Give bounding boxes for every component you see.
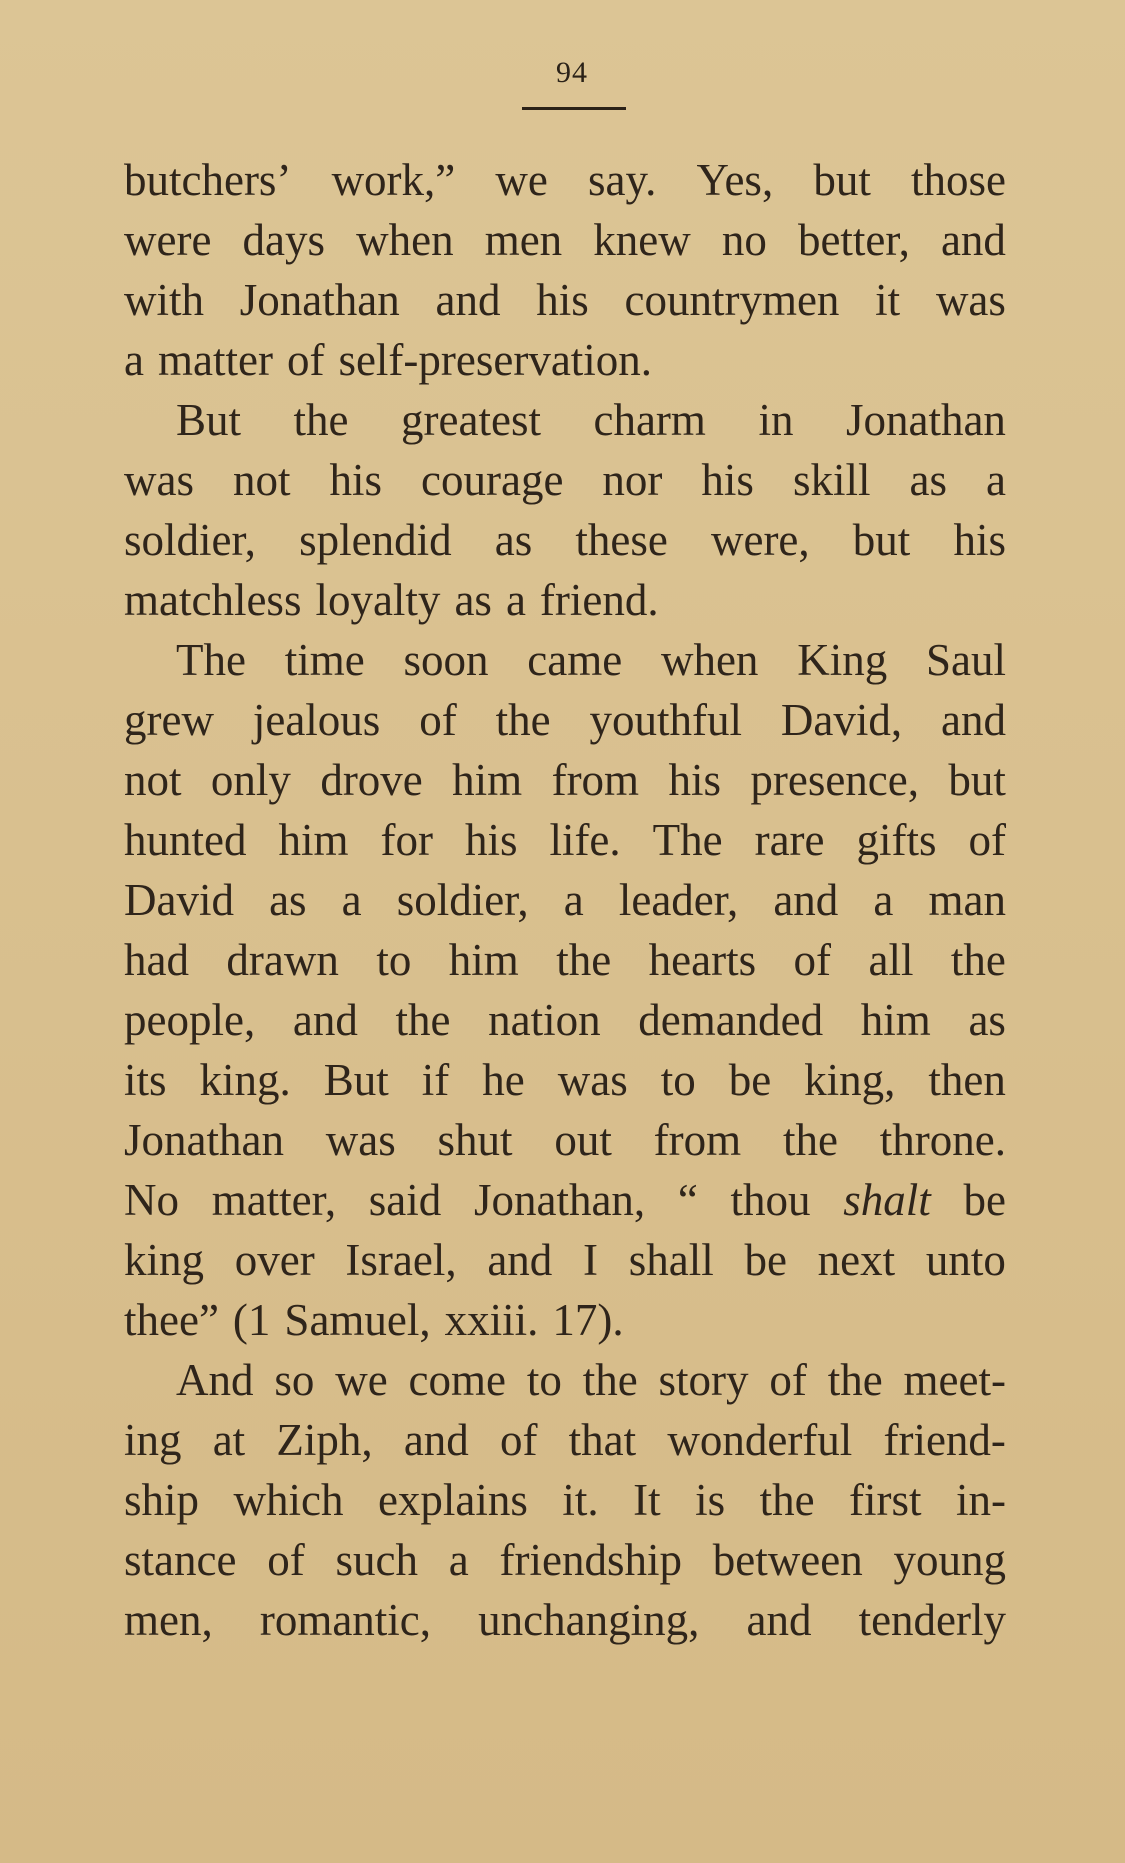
text-word: from [551,755,640,805]
text-word: it [875,275,901,325]
text-word: for [380,815,433,865]
text-word: of [499,1415,538,1465]
text-word: when [660,635,759,685]
text-word: tenderly [858,1595,1006,1645]
text-word: But [323,1055,389,1105]
text-word: leader, [618,875,739,925]
text-word: was [557,1055,628,1105]
text-word: in [758,395,794,445]
text-word: Jonathan, [473,1175,646,1225]
text-word: work,” [331,155,456,205]
text-word: No [124,1175,179,1225]
text-word: a [124,335,144,385]
page-number: 94 [556,56,588,89]
text-word: then [928,1055,1006,1105]
text-word: thou [730,1175,811,1225]
text-word: the [950,935,1006,985]
text-word: days [242,215,326,265]
text-word: and [435,275,501,325]
text-line [124,1290,1006,1350]
text-word: and [487,1235,553,1285]
text-line [124,1050,1006,1110]
text-word: it. [562,1475,599,1525]
text-word: greatest [401,395,541,445]
text-line [124,870,1006,930]
text-word: nor [602,455,663,505]
text-line [124,1110,1006,1170]
text-word: a [341,875,362,925]
text-word: the [827,1355,883,1405]
text-word: friendship [499,1535,683,1585]
text-word: of [968,815,1006,865]
text-word: It [633,1475,661,1525]
text-word: all [868,935,914,985]
text-word: he [482,1055,525,1105]
text-word: come [408,1355,506,1405]
text-word: soldier, [124,515,256,565]
body-text [124,150,1006,1650]
text-word: story [658,1355,749,1405]
text-word: a [873,875,894,925]
text-word: these [575,515,668,565]
text-word: The [176,635,246,685]
text-word: we [335,1355,388,1405]
text-word: as [494,515,533,565]
text-word: self-preservation. [338,335,653,385]
text-word: of [419,695,457,745]
text-word: out [554,1115,612,1165]
text-word: be [744,1235,787,1285]
text-line [124,450,1006,510]
text-word: his [701,455,754,505]
text-word: a [985,455,1006,505]
text-word: him [452,755,523,805]
text-word: hunted [124,815,247,865]
text-word: his [668,755,721,805]
text-word: the [782,1115,838,1165]
text-word: said [368,1175,442,1225]
text-line [124,270,1006,330]
text-word: friend- [883,1415,1006,1465]
text-line [124,330,1006,390]
text-word: demanded [638,995,824,1045]
text-word: Jonathan [124,1115,284,1165]
text-word: 17). [552,1295,624,1345]
text-line [124,1230,1006,1290]
text-word: in- [955,1475,1006,1525]
text-word: (1 [232,1295,271,1345]
text-word: David, [780,695,903,745]
text-word: to [376,935,412,985]
text-word: as [454,575,492,625]
text-word: Yes, [696,155,774,205]
text-word: the [293,395,349,445]
text-word: men, [124,1595,213,1645]
text-word: only [210,755,291,805]
text-word: people, [124,995,256,1045]
text-word: matter, [211,1175,337,1225]
text-word: his [464,815,518,865]
text-line [124,1410,1006,1470]
text-word: shalt [843,1175,931,1225]
text-word: rare [754,815,825,865]
text-word: be [963,1175,1006,1225]
text-word: matter [157,335,273,385]
text-word: Israel, [345,1235,457,1285]
text-word: throne. [879,1115,1006,1165]
text-word: Jonathan [239,275,400,325]
text-word: of [793,935,832,985]
text-word: not [232,455,291,505]
text-word: hearts [648,935,757,985]
text-word: soldier, [396,875,529,925]
text-word: David [124,875,234,925]
text-word: not [124,755,182,805]
text-word: from [653,1115,742,1165]
text-word: knew [593,215,691,265]
text-word: meet- [903,1355,1006,1405]
text-word: drawn [226,935,339,985]
text-word: of [267,1535,305,1585]
text-word: men [484,215,563,265]
text-word: Saul [925,635,1006,685]
text-word: and [403,1415,469,1465]
text-word: if [421,1055,450,1105]
text-word: its [124,1055,167,1105]
text-word: so [274,1355,315,1405]
text-line [124,390,1006,450]
text-word: presence, [750,755,919,805]
text-word: next [817,1235,896,1285]
text-word: which [233,1475,344,1525]
text-word: no [721,215,767,265]
text-word: the [582,1355,638,1405]
text-word: The [652,815,723,865]
text-word: butchers’ [124,155,292,205]
text-word: and [941,695,1006,745]
text-word: was [935,275,1006,325]
text-word: the [556,935,612,985]
text-word: unchanging, [478,1595,700,1645]
text-word: and [773,875,839,925]
text-word: wonderful [667,1415,853,1465]
text-word: friend. [539,575,659,625]
text-line [124,510,1006,570]
text-word: him [278,815,349,865]
text-word: and [940,215,1006,265]
text-word: that [568,1415,637,1465]
text-word: to [526,1355,562,1405]
text-word: be [728,1055,772,1105]
text-word: Samuel, [284,1295,431,1345]
text-word: Jonathan [845,395,1006,445]
text-word: jealous [252,695,381,745]
text-word: unto [925,1235,1006,1285]
text-word: man [928,875,1006,925]
text-word: first [849,1475,922,1525]
text-word: shall [628,1235,714,1285]
text-word: to [660,1055,696,1105]
page-number-rule [522,107,626,110]
text-word: shut [437,1115,513,1165]
text-word: skill [792,455,871,505]
text-word: soon [403,635,489,685]
text-word: were, [710,515,810,565]
text-word: gifts [856,815,937,865]
text-word: drove [320,755,423,805]
text-word: his [329,455,383,505]
text-line [124,150,1006,210]
text-word: him [860,995,931,1045]
text-word: as [968,995,1006,1045]
text-line [124,570,1006,630]
text-word: was [325,1115,396,1165]
text-word: charm [593,395,706,445]
text-word: over [234,1235,315,1285]
text-word: his [953,515,1006,565]
text-word: romantic, [259,1595,432,1645]
text-word: his [536,275,589,325]
text-word: and [292,995,358,1045]
text-line [124,930,1006,990]
text-word: the [395,995,451,1045]
text-word: of [286,335,325,385]
text-word: splendid [299,515,452,565]
text-word: a [505,575,526,625]
text-word: I [583,1235,599,1285]
text-word: stance [124,1535,237,1585]
text-word: loyalty [315,575,441,625]
text-line [124,1350,1006,1410]
text-word: such [335,1535,418,1585]
text-word: at [212,1415,246,1465]
text-word: a [448,1535,469,1585]
text-word: is [695,1475,726,1525]
text-word: was [124,455,194,505]
text-word: king. [199,1055,291,1105]
text-word: “ [677,1175,698,1225]
text-word: those [910,155,1006,205]
text-word: ship [124,1475,200,1525]
text-word: had [124,935,189,985]
text-word: as [909,455,947,505]
text-word: the [759,1475,815,1525]
text-line [124,1530,1006,1590]
text-word: the [495,695,551,745]
text-word: say. [588,155,657,205]
text-word: explains [377,1475,528,1525]
text-line [124,690,1006,750]
text-word: and [746,1595,812,1645]
text-word: but [852,515,911,565]
text-word: time [284,635,365,685]
text-word: matchless [124,575,302,625]
text-word: when [356,215,454,265]
text-word: King [797,635,888,685]
text-word: of [769,1355,807,1405]
text-word: life. [549,815,621,865]
text-word: grew [124,695,214,745]
text-word: king [124,1235,205,1285]
text-word: we [495,155,548,205]
text-word: But [176,395,242,445]
text-word: ing [124,1415,182,1465]
text-word: better, [797,215,910,265]
text-word: king, [804,1055,896,1105]
text-word: youthful [589,695,742,745]
text-word: xxiii. [444,1295,539,1345]
text-line [124,1170,1006,1230]
text-word: Ziph, [276,1415,373,1465]
text-word: nation [488,995,601,1045]
text-line [124,810,1006,870]
text-word: thee” [124,1295,219,1345]
text-line [124,210,1006,270]
text-word: as [269,875,307,925]
text-word: between [712,1535,863,1585]
text-word: And [176,1355,254,1405]
text-word: a [563,875,584,925]
text-word: came [527,635,623,685]
text-line [124,990,1006,1050]
text-word: young [893,1535,1006,1585]
text-word: were [124,215,212,265]
text-line [124,1590,1006,1650]
text-line [124,1470,1006,1530]
text-line [124,750,1006,810]
text-word: but [948,755,1006,805]
text-word: but [813,155,871,205]
text-word: him [448,935,519,985]
text-word: with [124,275,205,325]
text-line [124,630,1006,690]
text-word: countrymen [624,275,840,325]
text-word: courage [421,455,564,505]
